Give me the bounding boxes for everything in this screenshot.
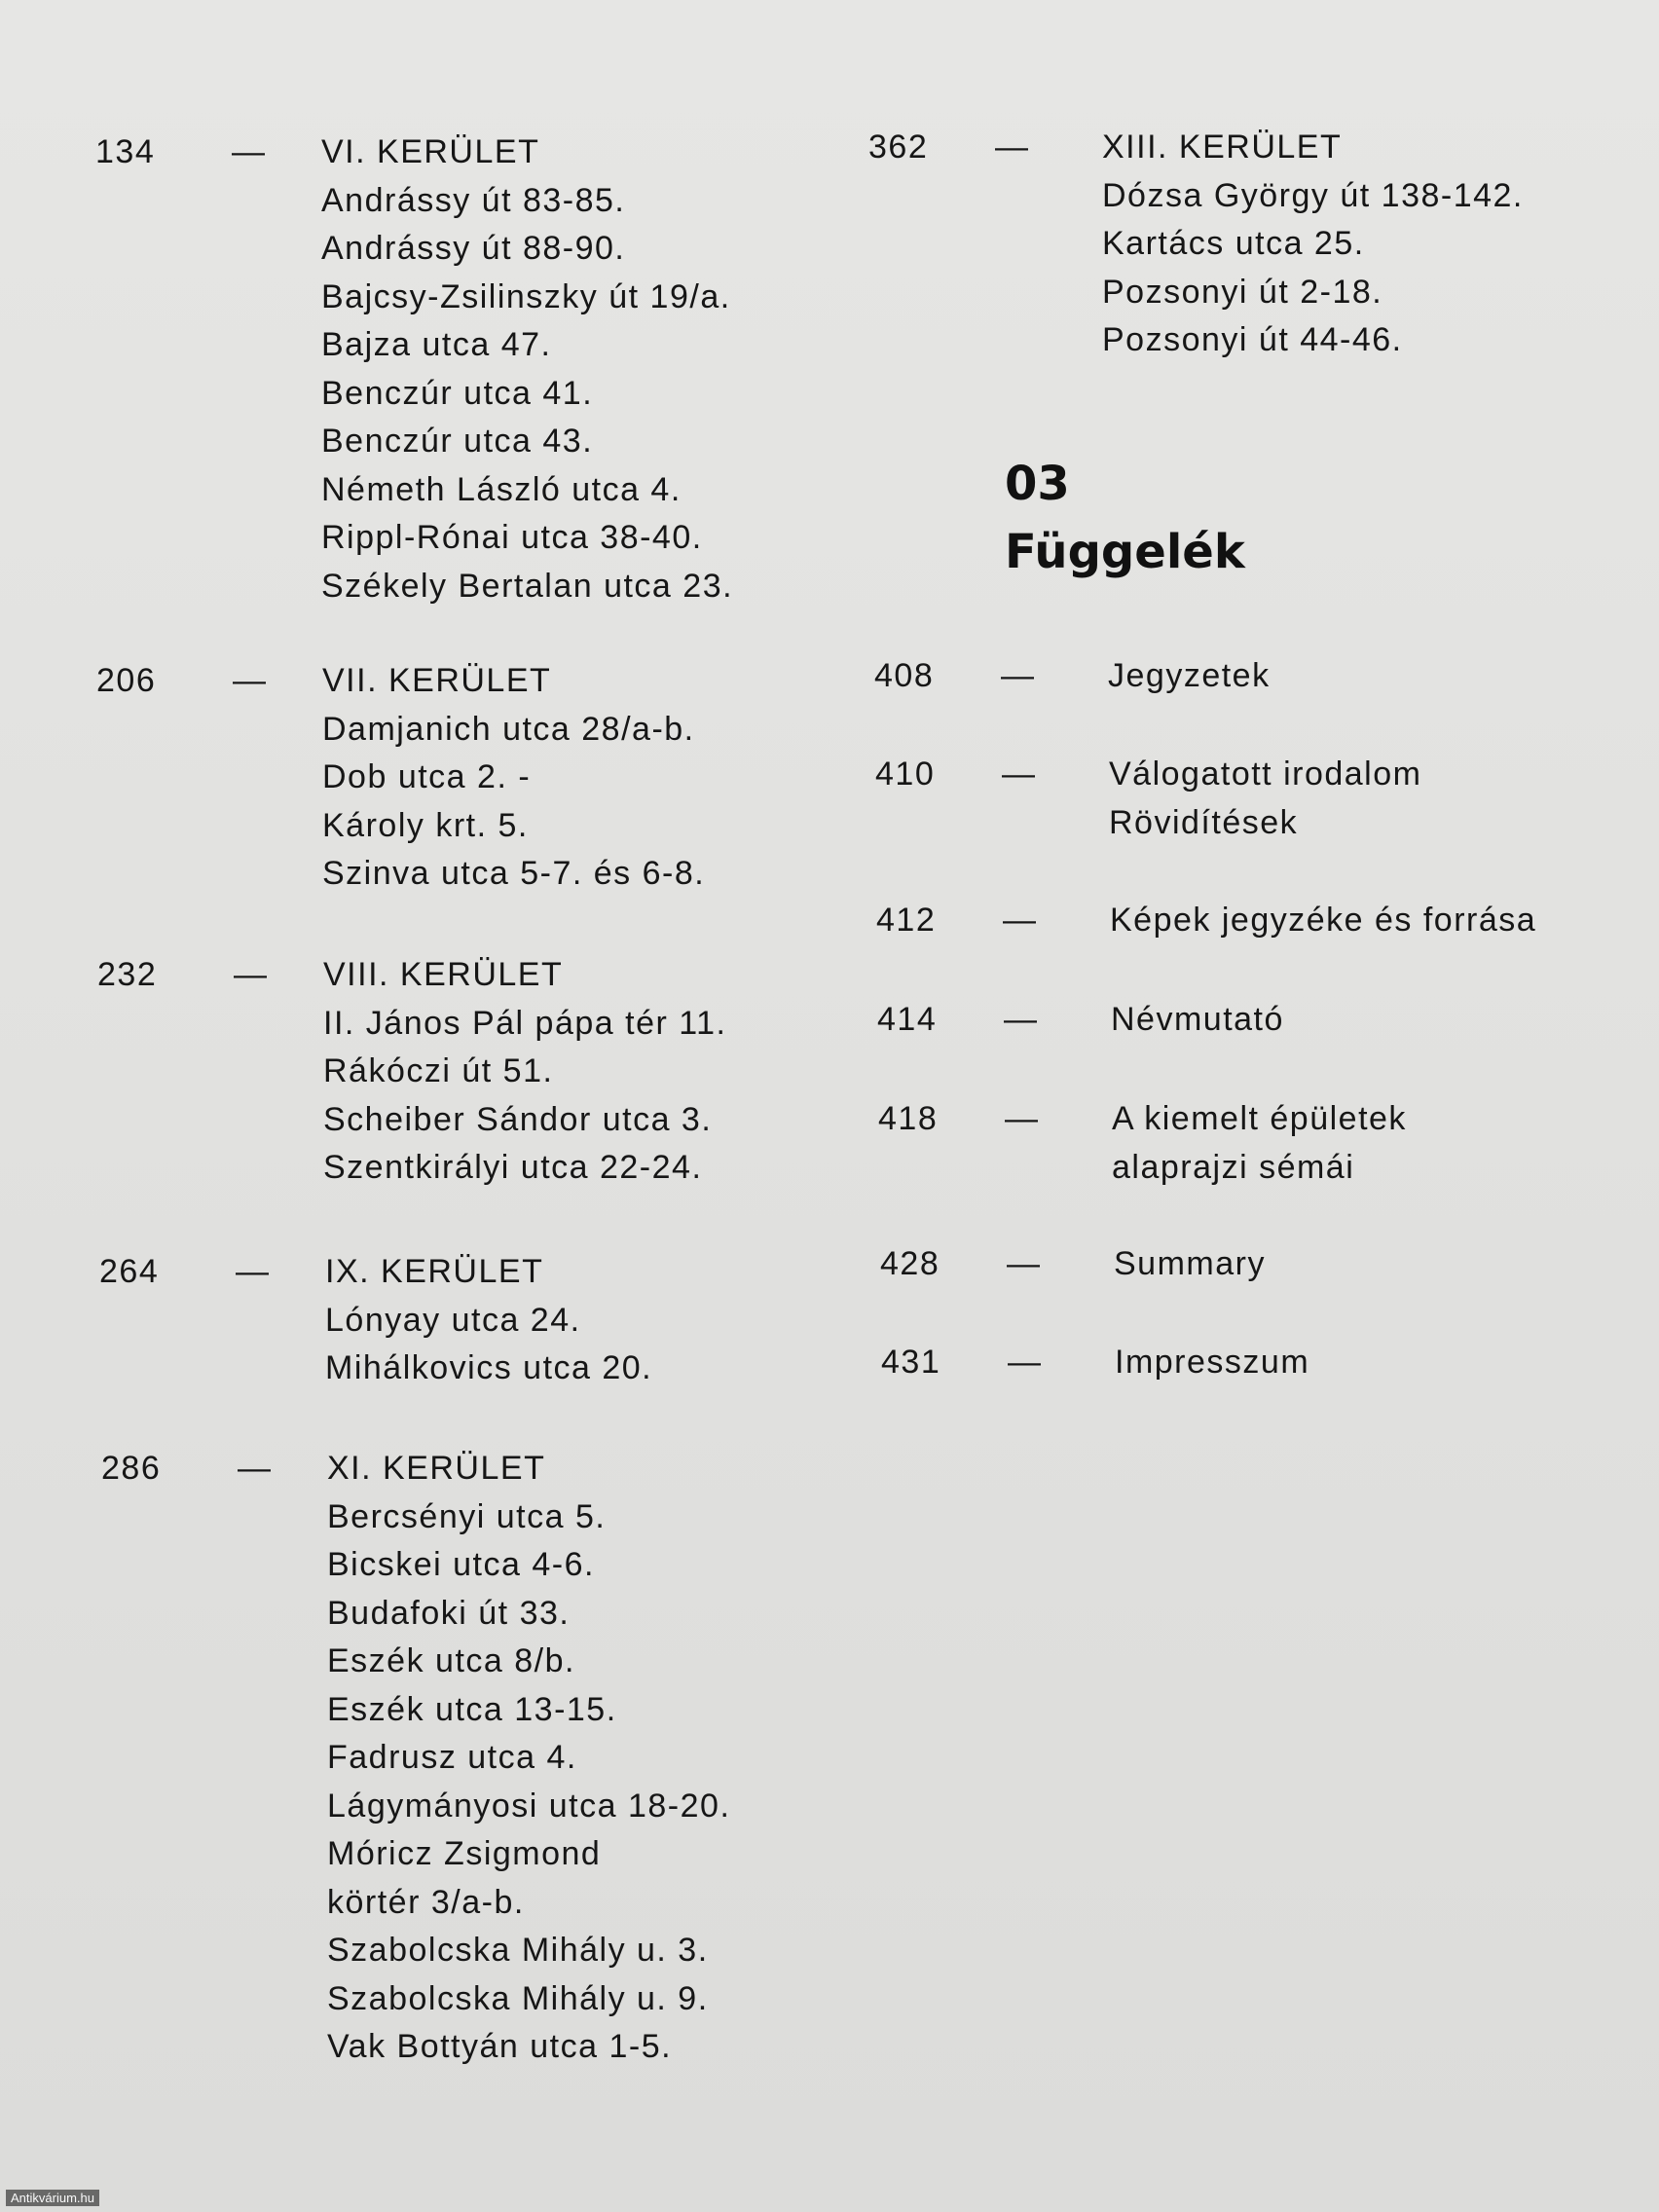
dash-separator: — <box>232 133 267 170</box>
page-number: 264 <box>99 1253 160 1290</box>
address-line: Lágymányosi utca 18-20. <box>327 1787 731 1825</box>
address-line: Benczúr utca 41. <box>321 374 594 412</box>
page-number: 428 <box>880 1245 940 1282</box>
address-line: Szabolcska Mihály u. 9. <box>327 1979 709 2017</box>
entry-title: alaprajzi sémái <box>1112 1148 1355 1186</box>
entry-lines <box>1108 652 1614 701</box>
entry-title: Rövidítések <box>1109 803 1299 841</box>
entry-lines <box>1112 1095 1618 1192</box>
address-line: Rákóczi út 51. <box>323 1052 554 1089</box>
address-line: Dózsa György út 138-142. <box>1102 176 1524 214</box>
page-number: 431 <box>881 1344 941 1381</box>
page-number: 418 <box>878 1100 939 1137</box>
address-line: Fadrusz utca 4. <box>327 1739 577 1776</box>
address-line: körtér 3/a-b. <box>327 1883 525 1921</box>
address-line: Rippl-Rónai utca 38-40. <box>321 519 703 556</box>
entry-title: Jegyzetek <box>1108 657 1271 694</box>
dash-separator: — <box>1007 1245 1042 1282</box>
address-line: Bercsényi utca 5. <box>327 1497 607 1535</box>
dash-separator: — <box>234 956 269 993</box>
page-number: 286 <box>101 1450 162 1487</box>
dash-separator: — <box>236 1253 271 1290</box>
section-heading <box>1005 450 1245 586</box>
address-line: Szinva utca 5-7. és 6-8. <box>322 855 706 892</box>
entry-lines <box>1109 751 1615 847</box>
entry-title: Képek jegyzéke és forrása <box>1110 902 1537 939</box>
address-line: Németh László utca 4. <box>321 470 682 508</box>
watermark: Antikvárium.hu <box>6 2190 99 2206</box>
address-line: Budafoki út 33. <box>327 1594 571 1632</box>
address-line: Szentkirályi utca 22-24. <box>323 1149 703 1186</box>
entry-title: Névmutató <box>1111 1001 1284 1038</box>
address-line: Andrássy út 83-85. <box>321 181 626 219</box>
dash-separator: — <box>1001 657 1036 694</box>
entry-lines <box>323 951 907 1193</box>
page-number: 408 <box>874 657 935 694</box>
district-heading: VII. KERÜLET <box>322 662 552 699</box>
entry-title: Impresszum <box>1115 1344 1310 1381</box>
address-line: Scheiber Sándor utca 3. <box>323 1100 713 1138</box>
address-line: II. János Pál pápa tér 11. <box>323 1004 727 1042</box>
entry-lines <box>327 1445 911 2072</box>
address-line: Kartács utca 25. <box>1102 225 1365 262</box>
district-heading: XIII. KERÜLET <box>1102 129 1343 166</box>
address-line: Károly krt. 5. <box>322 806 529 844</box>
page-number: 362 <box>868 129 929 166</box>
address-line: Móricz Zsigmond <box>327 1835 602 1872</box>
entry-lines <box>322 657 906 899</box>
district-heading: XI. KERÜLET <box>327 1450 546 1487</box>
dash-separator: — <box>1002 756 1037 793</box>
section-title: Függelék <box>1005 525 1245 579</box>
entry-title: Válogatott irodalom <box>1109 756 1422 793</box>
address-line: Pozsonyi út 44-46. <box>1102 321 1403 358</box>
address-line: Bicskei utca 4-6. <box>327 1546 595 1583</box>
dash-separator: — <box>1008 1344 1043 1381</box>
page-number: 412 <box>876 902 937 939</box>
address-line: Mihálkovics utca 20. <box>325 1349 653 1386</box>
district-heading: VI. KERÜLET <box>321 133 540 170</box>
address-line: Eszék utca 13-15. <box>327 1690 617 1728</box>
address-line: Andrássy út 88-90. <box>321 230 626 267</box>
address-line: Bajza utca 47. <box>321 326 552 363</box>
entry-title: A kiemelt épületek <box>1112 1100 1407 1137</box>
address-line: Eszék utca 8/b. <box>327 1642 575 1679</box>
dash-separator: — <box>995 129 1030 166</box>
page-number: 232 <box>97 956 158 993</box>
page-number: 410 <box>875 756 936 793</box>
page-number: 414 <box>877 1001 938 1038</box>
entry-lines <box>1114 1240 1620 1289</box>
entry-lines <box>1115 1339 1621 1387</box>
section-number: 03 <box>1005 457 1070 511</box>
district-heading: VIII. KERÜLET <box>323 956 564 993</box>
dash-separator: — <box>1003 902 1038 939</box>
entry-lines <box>1110 897 1616 945</box>
address-line: Székely Bertalan utca 23. <box>321 567 734 605</box>
entry-title: Summary <box>1114 1245 1266 1282</box>
dash-separator: — <box>1005 1100 1040 1137</box>
address-line: Dob utca 2. - <box>322 758 532 795</box>
entry-lines <box>1102 124 1608 365</box>
page-number: 134 <box>95 133 156 170</box>
address-line: Bajcsy-Zsilinszky út 19/a. <box>321 277 731 315</box>
dash-separator: — <box>233 662 268 699</box>
address-line: Szabolcska Mihály u. 3. <box>327 1932 709 1969</box>
dash-separator: — <box>1004 1001 1039 1038</box>
address-line: Vak Bottyán utca 1-5. <box>327 2028 673 2065</box>
address-line: Benczúr utca 43. <box>321 423 594 460</box>
address-line: Pozsonyi út 2-18. <box>1102 273 1383 311</box>
dash-separator: — <box>238 1450 273 1487</box>
address-line: Lónyay utca 24. <box>325 1301 581 1339</box>
entry-lines <box>325 1248 909 1393</box>
page-number: 206 <box>96 662 157 699</box>
entry-lines <box>1111 996 1617 1045</box>
district-heading: IX. KERÜLET <box>325 1253 544 1290</box>
address-line: Damjanich utca 28/a-b. <box>322 710 695 748</box>
entry-lines <box>321 129 905 610</box>
